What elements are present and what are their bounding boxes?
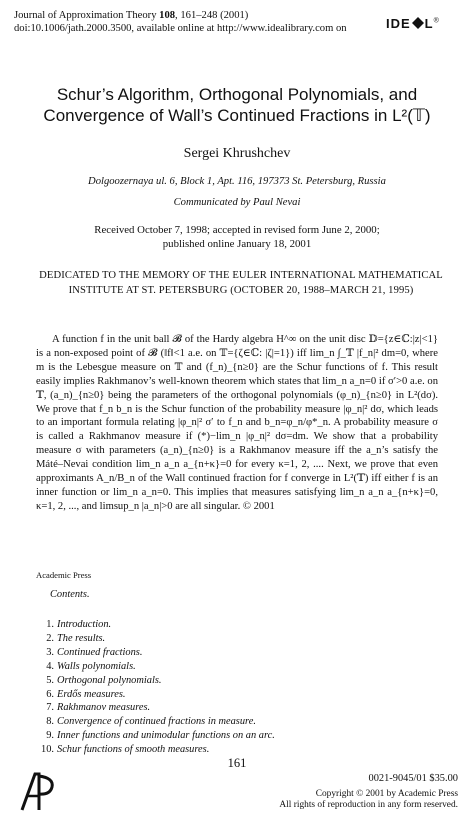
toc-title: The results. bbox=[57, 632, 106, 644]
journal-pages: , 161–248 (2001) bbox=[175, 10, 249, 21]
rights-line: All rights of reproduction in any form reserved. bbox=[279, 800, 458, 810]
toc-number: 1. bbox=[46, 619, 54, 630]
toc-number: 6. bbox=[46, 688, 54, 700]
toc-title: Walls polynomials. bbox=[57, 660, 136, 672]
abstract: A function f in the unit ball 𝓑 of the Hardy algebra H^∞ on the unit disc 𝔻={z∈ℂ:|z|<1} is a non-exposed point of 𝓑 (‖f‖<1 a.e. on 𝕋={ζ∈ℂ: |ζ|=1}) iff lim_n ∫_𝕋 |f_n|² dm=0, where m is the Lebesgue measure on 𝕋 and (f_n)_{n≥0} are the Schur functions of f. This result easily implies Rakhmanov’s well-known theorem which states that lim_n a_n=0 if σ′>0 a.e. on 𝕋, (a_n)_{n≥0} being the parameters of the orthogonal polynomials (φ_n)_{n≥0} in L²(dσ). We prove that f_n b_n is the Schur function of the probability measure |φ_n|² dσ, which leads to an important formula relating |φ_n|² σ′ to f_n and b_n=φ_n/φ*_n. A probability measure σ is called a Rakhmanov measure if (*)−lim_n |φ_n|² dσ=dm. We show that a probability measure σ with parameters (a_n)_{n≥0} is a Rakhmanov measure iff the a_n’s satisfy the Máté–Nevai condition lim_n a_n a_{n+κ}=0 for every κ=1, 2, .... Next, we prove that even approximants A_n/B_n of the Wall continued fraction for f converge in L²(𝕋) iff either f is an inner function or lim_n a_n=0. This implies that measures satisfying lim_n a_n a_{n+κ}=0, κ=1, 2, ..., and limsup_n |a_n|>0 are all singular. © 2001 bbox=[36, 334, 438, 512]
toc-item bbox=[36, 660, 275, 674]
toc-title: Orthogonal polynomials. bbox=[57, 674, 162, 686]
toc-title: Introduction. bbox=[57, 619, 112, 630]
dedication bbox=[36, 268, 446, 298]
toc-title: Erdős measures. bbox=[57, 688, 126, 700]
dedication-line-1: DEDICATED TO THE MEMORY OF THE EULER INTERNATIONAL MATHEMATICAL bbox=[39, 270, 443, 281]
ideal-logo-text-start: IDE bbox=[386, 16, 411, 31]
toc-item bbox=[36, 688, 275, 702]
ideal-diamond-icon bbox=[411, 16, 425, 30]
toc-title: Inner functions and unimodular functions on an arc. bbox=[57, 730, 275, 742]
published-line: published online January 18, 2001 bbox=[162, 238, 312, 250]
paper-title-line-1: Schur’s Algorithm, Orthogonal Polynomials, and bbox=[56, 85, 418, 104]
author-name: Sergei Khrushchev bbox=[183, 146, 291, 161]
toc-item bbox=[36, 743, 275, 757]
toc-item bbox=[36, 715, 275, 729]
toc-number: 8. bbox=[46, 716, 54, 728]
toc-item bbox=[36, 701, 275, 715]
toc-number: 9. bbox=[46, 730, 54, 742]
received-line: Received October 7, 1998; accepted in revised form June 2, 2000; bbox=[94, 224, 380, 236]
journal-volume: 108 bbox=[159, 10, 176, 21]
toc-number: 2. bbox=[46, 632, 54, 644]
journal-name: Journal of Approximation Theory bbox=[14, 10, 160, 21]
academic-press-logo-icon bbox=[18, 770, 56, 812]
table-of-contents bbox=[36, 618, 275, 757]
toc-number: 5. bbox=[46, 674, 54, 686]
publisher-tag: Academic Press bbox=[36, 570, 92, 580]
copyright-line: Copyright © 2001 by Academic Press bbox=[315, 789, 458, 799]
page-number: 161 bbox=[227, 756, 247, 770]
toc-number: 7. bbox=[46, 702, 54, 714]
toc-number: 10. bbox=[41, 744, 54, 756]
journal-citation bbox=[14, 10, 248, 22]
dedication-line-2: INSTITUTE AT ST. PETERSBURG (OCTOBER 20, 1988–MARCH 21, 1995) bbox=[68, 285, 414, 296]
toc-item bbox=[36, 729, 275, 743]
author-affiliation: Dolgoozernaya ul. 6, Block 1, Apt. 116, 197373 St. Petersburg, Russia bbox=[88, 176, 386, 187]
ideal-logo-text-end: L bbox=[424, 16, 434, 31]
price-code: 0021-9045/01 $35.00 bbox=[368, 773, 458, 784]
toc-item bbox=[36, 646, 275, 660]
toc-title: Continued fractions. bbox=[57, 646, 143, 658]
toc-title: Rakhmanov measures. bbox=[57, 702, 151, 714]
doi-line: doi:10.1006/jath.2000.3500, available online at http://www.idealibrary.com on bbox=[14, 23, 347, 34]
toc-item bbox=[36, 674, 275, 688]
toc-title: Schur functions of smooth measures. bbox=[57, 744, 210, 756]
toc-item bbox=[36, 618, 275, 632]
communicated-by: Communicated by Paul Nevai bbox=[173, 197, 301, 208]
toc-title: Convergence of continued fractions in measure. bbox=[57, 716, 256, 728]
ideal-logo bbox=[386, 16, 440, 31]
toc-number: 4. bbox=[46, 660, 54, 672]
contents-heading: Contents. bbox=[50, 589, 90, 600]
ideal-registered-mark: ® bbox=[433, 17, 440, 25]
toc-number: 3. bbox=[46, 646, 54, 658]
received-dates bbox=[0, 223, 474, 251]
toc-item bbox=[36, 632, 275, 646]
paper-title-line-2: Convergence of Wall’s Continued Fractions in L²(𝕋) bbox=[43, 106, 431, 125]
